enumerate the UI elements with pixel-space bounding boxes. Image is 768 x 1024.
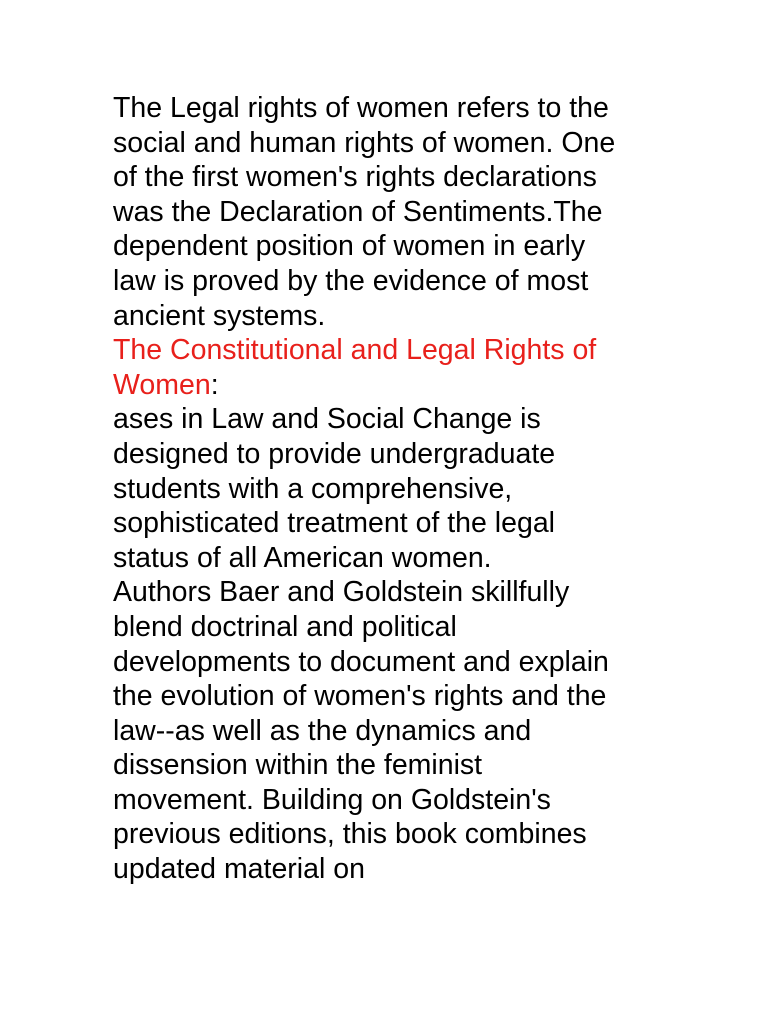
heading-line-2 [113,368,673,403]
text-line: movement. Building on Goldstein's [113,783,551,816]
text-line: sophisticated treatment of the legal [113,507,556,540]
text-line: dissension within the feminist [113,749,483,782]
body-paragraph-2 [113,575,673,886]
text-line: blend doctrinal and political [113,610,457,643]
text-line: dependent position of women in early [113,230,586,263]
text-line: updated material on [113,853,365,886]
text-line: students with a comprehensive, [113,472,513,505]
text-line: previous editions, this book combines [113,818,587,851]
section-heading [113,333,673,402]
text-line: social and human rights of women. One [113,126,616,159]
intro-paragraph [113,91,673,333]
text-line: developments to document and explain [113,645,609,678]
text-line: status of all American women. [113,541,492,574]
document-page [113,91,673,887]
heading-word-women: Women [113,368,211,401]
heading-line: The Constitutional and Legal Rights of [113,334,597,367]
heading-colon: : [210,368,219,401]
text-line: ases in Law and Social Change is [113,403,541,436]
text-line: ancient systems. [113,299,326,332]
text-line: the evolution of women's rights and the [113,680,607,713]
text-line: law is proved by the evidence of most [113,264,589,297]
text-line: designed to provide undergraduate [113,437,556,470]
text-line: of the first women's rights declarations [113,161,597,194]
text-line: was the Declaration of Sentiments.The [113,195,603,228]
text-line: The Legal rights of women refers to the [113,92,609,124]
text-line: law--as well as the dynamics and [113,714,532,747]
body-paragraph-1 [113,402,673,575]
text-line: Authors Baer and Goldstein skillfully [113,576,570,609]
